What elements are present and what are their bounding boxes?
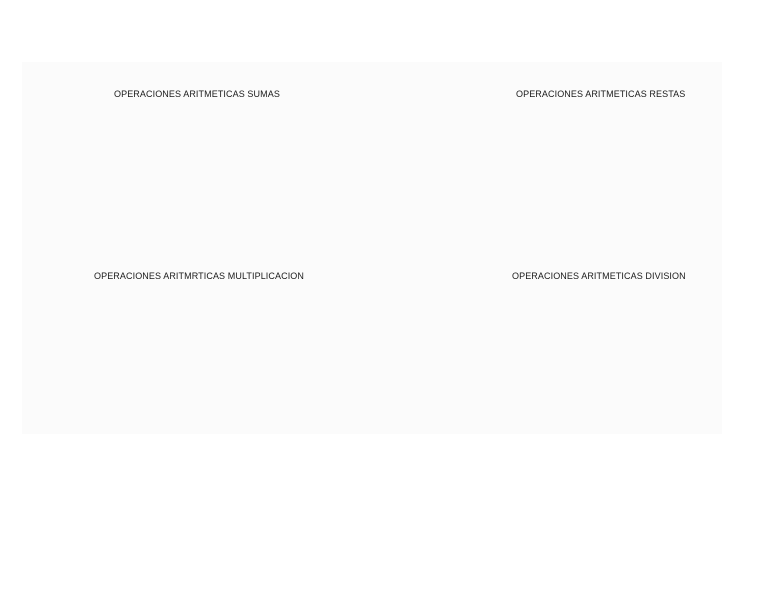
table-title: OPERACIONES ARITMETICAS DIVISION xyxy=(512,271,686,281)
spreadsheet-area xyxy=(22,62,722,434)
table-title: OPERACIONES ARITMRTICAS MULTIPLICACION xyxy=(94,271,304,281)
table-title: OPERACIONES ARITMETICAS SUMAS xyxy=(114,89,280,99)
table-title: OPERACIONES ARITMETICAS RESTAS xyxy=(516,89,686,99)
